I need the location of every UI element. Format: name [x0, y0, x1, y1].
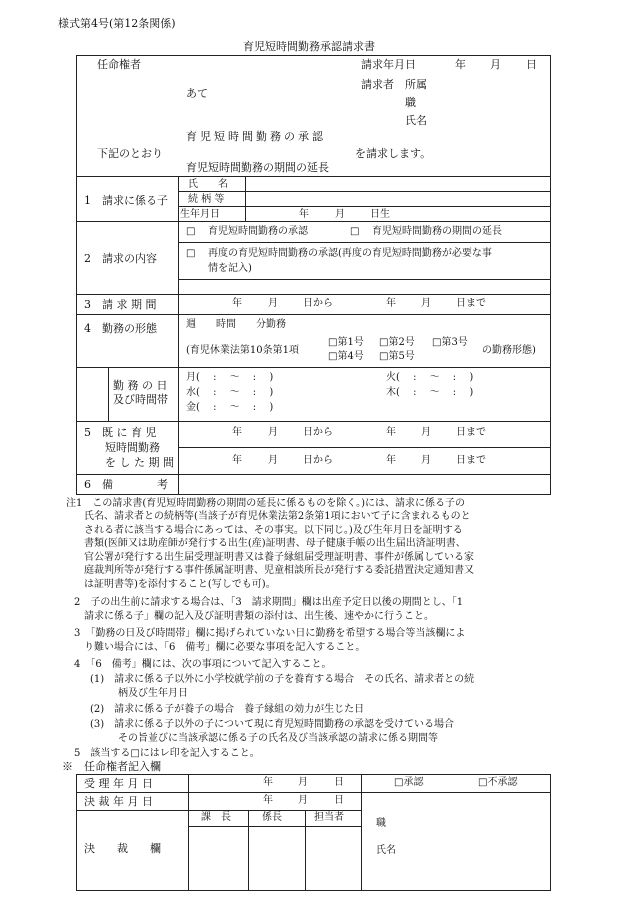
note-line: 注1 この請求書(育児短時間勤務の期間の延長に係るものを除く。)には、請求に係る子の: [66, 498, 465, 509]
note-line: は証明書等)を添付すること(写しでも可)。: [84, 579, 276, 590]
section-content-label: 2 請求の内容: [84, 252, 157, 265]
note-line: その旨並びに当該承認に係る子の氏名及び当該承認の請求に係る期間等: [118, 733, 438, 744]
page-title: 育児短時間勤務承認請求書: [243, 40, 375, 53]
received-date-label: 受 理 年 月 日: [84, 777, 153, 790]
form-label: 様式第4号(第12条関係): [58, 17, 176, 30]
work-form-no4[interactable]: □第4号: [328, 351, 364, 362]
section-past-label-3: を し た 期 間: [105, 456, 174, 469]
work-days-label: 勤 務 の 日: [113, 379, 168, 392]
note-line: (3) 請求に係る子以外の子について現に育児短時間勤務の承認を受けている場合: [90, 719, 454, 730]
birth-day: 日生: [370, 209, 390, 220]
work-form-suffix: の勤務形態): [482, 345, 536, 356]
decided-day: 日: [334, 795, 344, 806]
birth-year: 年: [299, 209, 309, 220]
past-to-day: 日まで: [456, 427, 486, 438]
child-birthdate-label: 生年月日: [180, 209, 220, 220]
note-line: 氏名、請求者との続柄等(当該子が育児休業法第2条第1項において子に含まれるものと: [84, 511, 471, 522]
past-to-year: 年: [386, 427, 396, 438]
friday-hours: 金( : 〜 : ): [186, 402, 274, 413]
period-from-year: 年: [232, 298, 242, 309]
child-name-label: 氏 名: [188, 179, 228, 190]
request-suffix: を請求します。: [355, 147, 432, 160]
section-chief-label: 課 長: [201, 812, 231, 823]
section-child-label: 1 請求に係る子: [84, 194, 168, 207]
content-option-extension: 育児短時間勤務の期間の延長: [372, 226, 502, 237]
note-line: 5 該当する□にはレ印を記入すること。: [74, 748, 260, 759]
past2-to-month: 月: [421, 455, 431, 466]
past2-from-day: 日から: [303, 455, 333, 466]
decided-year: 年: [263, 795, 273, 806]
requester-affiliation-label: 請求者 所属: [361, 78, 427, 91]
period-from-month: 月: [268, 298, 278, 309]
staff-label: 担当者: [314, 812, 344, 823]
note-line: 庭裁判所等が発行する事件係属証明書、児童相談所長が発行する委託措置決定通知書又: [84, 565, 474, 576]
period-from-day: 日から: [303, 298, 333, 309]
note-line: り難い場合には、「6 備考」欄に必要な事項を記入すること。: [84, 642, 366, 653]
past2-to-year: 年: [386, 455, 396, 466]
past-to-month: 月: [421, 427, 431, 438]
work-form-no2[interactable]: □第2号: [379, 337, 415, 348]
year-label: 年: [455, 58, 466, 71]
content-option-reapproval-cont: 情を記入): [208, 263, 252, 274]
note-line: 2 子の出生前に請求する場合は、「3 請求期間」欄は出産予定日以後の期間とし、「1: [74, 597, 464, 608]
period-to-day: 日まで: [456, 298, 486, 309]
received-year: 年: [263, 777, 273, 788]
addressee-label: あて: [186, 87, 208, 100]
requester-position-label: 職: [405, 96, 416, 109]
section-past-label-2: 短時間勤務: [105, 441, 160, 454]
decision-field-label: 決 裁 欄: [84, 842, 161, 855]
work-form-no3[interactable]: □第3号: [432, 337, 468, 348]
note-line: (2) 請求に係る子が養子の場合 養子縁組の効力が生じた日: [90, 704, 365, 715]
past-from-month: 月: [268, 427, 278, 438]
work-form-no5[interactable]: □第5号: [379, 351, 415, 362]
monday-hours: 月( : 〜 : ): [186, 372, 274, 383]
section-work-form-label: 4 勤務の形態: [84, 322, 157, 335]
checkbox[interactable]: □: [186, 248, 196, 259]
option-approval: 育児短時間勤務の承認: [186, 130, 326, 143]
checkbox[interactable]: □: [350, 226, 360, 237]
wednesday-hours: 水( : 〜 : ): [186, 387, 274, 398]
section-remarks-label: 6 備 考: [84, 478, 168, 491]
note-line: (1) 請求に係る子以外に小学校就学前の子を養育する場合 その氏名、請求者との続: [90, 674, 475, 685]
received-day: 日: [334, 777, 344, 788]
appointer-label: 任命権者: [97, 58, 141, 71]
approved-checkbox[interactable]: □承認: [394, 777, 424, 788]
content-option-approval: 育児短時間勤務の承認: [208, 226, 308, 237]
period-to-year: 年: [386, 298, 396, 309]
note-line: 3 「勤務の日及び時間帯」欄に掲げられていない日に勤務を希望する場合等当該欄によ: [74, 628, 466, 639]
past-from-day: 日から: [303, 427, 333, 438]
decided-date-label: 決 裁 年 月 日: [84, 795, 153, 808]
appointer-section-heading: ※ 任命権者記入欄: [62, 760, 161, 773]
thursday-hours: 木( : 〜 : ): [386, 387, 474, 398]
content-option-reapproval: 再度の育児短時間勤務の承認(再度の育児短時間勤務が必要な事: [208, 248, 492, 259]
work-days-label-2: 及び時間帯: [113, 393, 168, 406]
note-line: 官公署が発行する出生届受理証明書又は養子縁組届受理証明書、事件が係属している家: [84, 552, 474, 563]
name-label: 氏名: [376, 845, 396, 856]
section-past-label: 5 既 に 育 児: [84, 426, 157, 439]
tuesday-hours: 火( : 〜 : ): [386, 372, 474, 383]
option-extension: 育児短時間勤務の期間の延長: [186, 161, 329, 174]
work-form-no1[interactable]: □第1号: [328, 337, 364, 348]
month-label: 月: [490, 58, 501, 71]
received-month: 月: [298, 777, 308, 788]
weekly-hours-line: 週 時間 分勤務: [186, 319, 286, 330]
past-from-year: 年: [232, 427, 242, 438]
position-label: 職: [376, 818, 386, 829]
section-period-label: 3 請 求 期 間: [84, 298, 157, 311]
past2-from-month: 月: [268, 455, 278, 466]
note-line: 書類(医師又は助産師が発行する出生(産)証明書、母子健康手帳の出生届出済証明書、: [84, 538, 466, 549]
checkbox[interactable]: □: [186, 226, 196, 237]
note-line: 4 「6 備考」欄には、次の事項について記入すること。: [74, 659, 332, 670]
request-date-label: 請求年月日: [361, 58, 416, 71]
past2-to-day: 日まで: [456, 455, 486, 466]
note-line: 請求に係る子」欄の記入及び証明書類の添付は、出生後、速やかに行うこと。: [84, 611, 434, 622]
past2-from-year: 年: [232, 455, 242, 466]
decided-month: 月: [298, 795, 308, 806]
child-relation-label: 続 柄 等: [188, 194, 225, 205]
birth-month: 月: [335, 209, 345, 220]
law-reference: (育児休業法第10条第1項: [186, 345, 299, 356]
chief-label: 係長: [262, 812, 282, 823]
note-line: 柄及び生年月日: [118, 688, 188, 699]
not-approved-checkbox[interactable]: □不承認: [478, 777, 518, 788]
note-line: される者に該当する場合にあっては、その事実。以下同じ。)及び生年月日を証明する: [84, 525, 463, 536]
day-label: 日: [526, 58, 537, 71]
requester-name-label: 氏名: [405, 114, 427, 127]
lead-in-text: 下記のとおり: [97, 147, 163, 160]
period-to-month: 月: [421, 298, 431, 309]
